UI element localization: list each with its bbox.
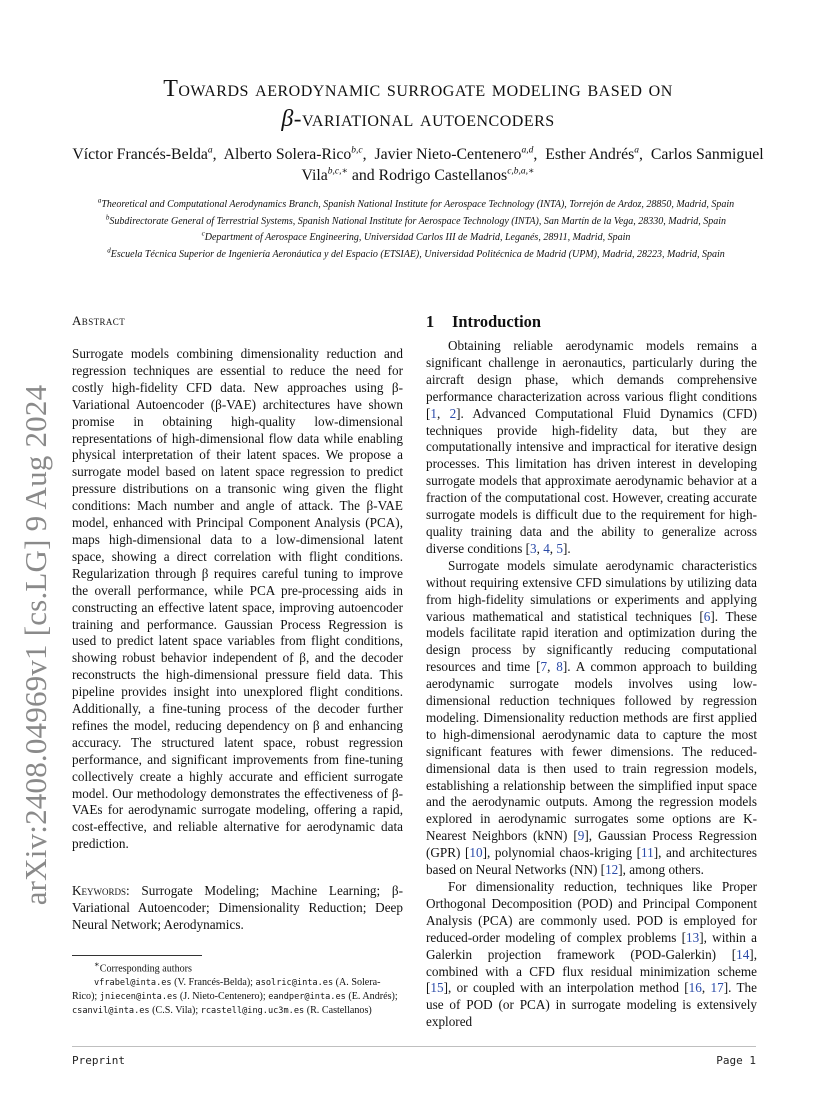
citation-link[interactable]: 10 [469,845,483,861]
citation-link[interactable]: 11 [641,845,654,861]
footer-rule [72,1046,756,1047]
intro-paragraph: For dimensionality reduction, techniques like Proper Orthogonal Decomposition (POD) and Principal Component Analysis (PCA) are commonly used. POD is employed for reduced-order modeling of complex problems [13], within a Galerkin projection framework (POD-Galerkin) [14], combined with a CFD flux residual minimization scheme [15], or coupled with an interpolation method [16, 17]. The use of POD (or PCA) in surrogate modeling is extensively explored [426,879,758,1030]
citation-link[interactable]: 6 [703,608,711,624]
author-name: Víctor Francés-Belda [72,146,208,163]
citation-link[interactable]: 9 [577,828,585,844]
citation-link[interactable]: 8 [556,659,563,675]
section-title: Introduction [452,312,541,331]
page-number: Page 1 [716,1054,756,1067]
footnote-corresponding: ∗Corresponding authors [94,960,192,975]
email-link[interactable]: rcastell@ing.uc3m.es [200,1006,305,1017]
abstract-heading: Abstract [72,313,126,328]
email-link[interactable]: asolric@inta.es [255,977,334,988]
keywords [72,883,403,934]
author-name: Carlos Sanmiguel Vila [301,146,764,184]
citation-link[interactable]: 14 [736,946,750,962]
footer-label: Preprint [72,1054,125,1067]
affiliation-a: $^a$Theoretical and Computational Aerodynamics Branch, Spanish National Institute for Aerospace Technology (INTA), Torrejón de Ardoz, 28850, Madrid, Spain [97,196,735,210]
email-link[interactable]: vfrabel@inta.es [94,977,172,988]
citation-link[interactable]: 4 [543,540,550,556]
introduction-body [426,338,757,1031]
affiliation-b: $^b$Subdirectorate General of Terrestrial Systems, Spanish National Institute for Aerospace Technology (INTA), San Martín de la Vega, 28330, Madrid, Spain [105,213,727,227]
paper-title [60,74,776,134]
citation-link[interactable]: 15 [430,980,444,996]
author-list: Víctor Francés-Belda$^a$, Alberto Solera-Rico$^{b,c}$, Javier Nieto-Centenero$^{a,d}$, Esther Andrés$^a$, Carlos Sanmiguel Vila$^{b,c,∗}$ and Rodrigo Castellanos$^{c,b,a,∗}$ [72,145,764,184]
citation-link[interactable]: 12 [605,862,619,878]
section-heading [426,312,541,332]
author-name: Alberto Solera-Rico [223,146,352,163]
citation-link[interactable]: 7 [540,659,548,675]
title-line-1: Towards aerodynamic surrogate modeling based on [163,76,673,102]
citation-link[interactable]: 5 [556,540,563,556]
author-name: Rodrigo Castellanos [378,167,508,184]
citation-link[interactable]: 16 [688,980,702,996]
footnote-rule [72,955,202,956]
author-name: Javier Nieto-Centenero [374,146,522,163]
section-number: 1 [426,312,435,331]
title-line-2: β-variational autoencoders [281,106,555,132]
citation-link[interactable]: 1 [430,405,437,421]
abstract-text: Surrogate models combining dimensionality reduction and regression techniques are essential to reduce the need for costly high-fidelity CFD data. New approaches using β-Variational Autoencoder (β-VAE) architectures have shown promise in obtaining high-quality low-dimensional representations of high-dimensional flow data while enabling physical interpretation of their latent spaces. We propose a surrogate model based on latent space regression to predict pressure distributions on a transonic wing given the flight conditions: Mach number and angle of attack. The β-VAE model, enhanced with Principal Component Analysis (PCA), maps high-dimensional data to a low-dimensional latent space, showing a direct correlation with flight conditions. Regularization through β requires careful tuning to improve the overall performance, while PCA pre-processing aids in constructing an effective latent space, improving autoencoder training and performance. Gaussian Process Regression is used to predict latent space variables from flight conditions, showing robust behavior independent of β, and the decoder reconstructs the high-dimensional pressure field data. This pipeline provides insight into unexplored flight conditions. Additionally, a fine-tuning process of the decoder further refines the model, reducing dependency on β and enhancing accuracy. The structured latent space, robust regression performance, and significant improvements from fine-tuning collectively create a highly accurate and efficient surrogate model. Our methodology demonstrates the effectiveness of β-VAEs for aerodynamic surrogate modeling, offering a rapid, cost-effective, and reliable alternative for aerodynamic data prediction. [72,346,403,852]
footnote-emails: vfrabel@inta.es (V. Francés-Belda); asolric@inta.es (A. Solera-Rico); jniecen@inta.es (J. Nieto-Centenero); eandper@inta.es (E. Andrés); csanvil@inta.es (C.S. Vila); rcastell@ing.uc3m.es (R. Castellanos) [72,976,398,1017]
affiliation-c: $^c$Department of Aerospace Engineering, Universidad Carlos III de Madrid, Leganés, 28911, Madrid, Spain [201,229,631,244]
email-link[interactable]: jniecen@inta.es [99,991,178,1002]
email-link[interactable]: eandper@inta.es [268,991,346,1002]
email-link[interactable]: csanvil@inta.es [72,1006,150,1017]
keywords-text: Surrogate Modeling; Machine Learning; β-Variational Autoencoder; Dimensionality Reduction; Deep Neural Network; Aerodynamics. [72,883,403,932]
author-name: Esther Andrés [545,146,635,163]
citation-link[interactable]: 2 [449,405,457,421]
affiliations [66,198,766,264]
intro-paragraph: Surrogate models simulate aerodynamic characteristics without requiring extensive CFD simulations by utilizing data from high-fidelity simulations or experiments and applying various mathematical and statistical techniques [6]. These models facilitate rapid iteration and optimization during the design process by significantly reducing computational resources and time [7, 8]. A common approach to building aerodynamic surrogate models involves using low-dimensional reduction techniques followed by regression modeling. Dimensionality reduction methods are first applied to high-dimensional aerodynamic data to capture the most significant features with fewer dimensions. The reduced-dimensional data is then used to train regression models, establishing a relationship between the simplified input space and the aerodynamic outputs. Among the regression models explored in aerodynamic surrogates some options are K-Nearest Neighbors (kNN) [9], Gaussian Process Regression (GPR) [10], polynomial chaos-kriging [11], and architectures based on Neural Networks (NN) [12], among others. [426,557,758,878]
citation-link[interactable]: 3 [530,540,537,556]
affiliation-d: $^d$Escuela Técnica Superior de Ingeniería Aeronáutica y del Espacio (ETSIAE), Universidad Politécnica de Madrid (UPM), Madrid, 28223, Madrid, Spain [107,246,725,260]
keywords-label: Keywords: [72,883,130,898]
citation-link[interactable]: 13 [686,929,700,945]
footnote [72,958,403,1019]
arxiv-sidebar-stamp: arXiv:2408.04969v1 [cs.LG] 9 Aug 2024 [18,384,53,906]
intro-paragraph: Obtaining reliable aerodynamic models remains a significant challenge in aeronautics, particularly during the aircraft design phase, which demands comprehensive performance characterization across various flight conditions [1, 2]. Advanced Computational Fluid Dynamics (CFD) techniques provide high-fidelity data, but they are computationally intensive and impractical for iterative design processes. This limitation has driven interest in developing surrogate models that approximate aerodynamic behavior at a fraction of the computational cost. However, creating accurate surrogate models is difficult due to the requirement for high-quality training data and the ability to generalize across diverse conditions [3, 4, 5]. [426,338,758,556]
citation-link[interactable]: 17 [710,980,724,996]
